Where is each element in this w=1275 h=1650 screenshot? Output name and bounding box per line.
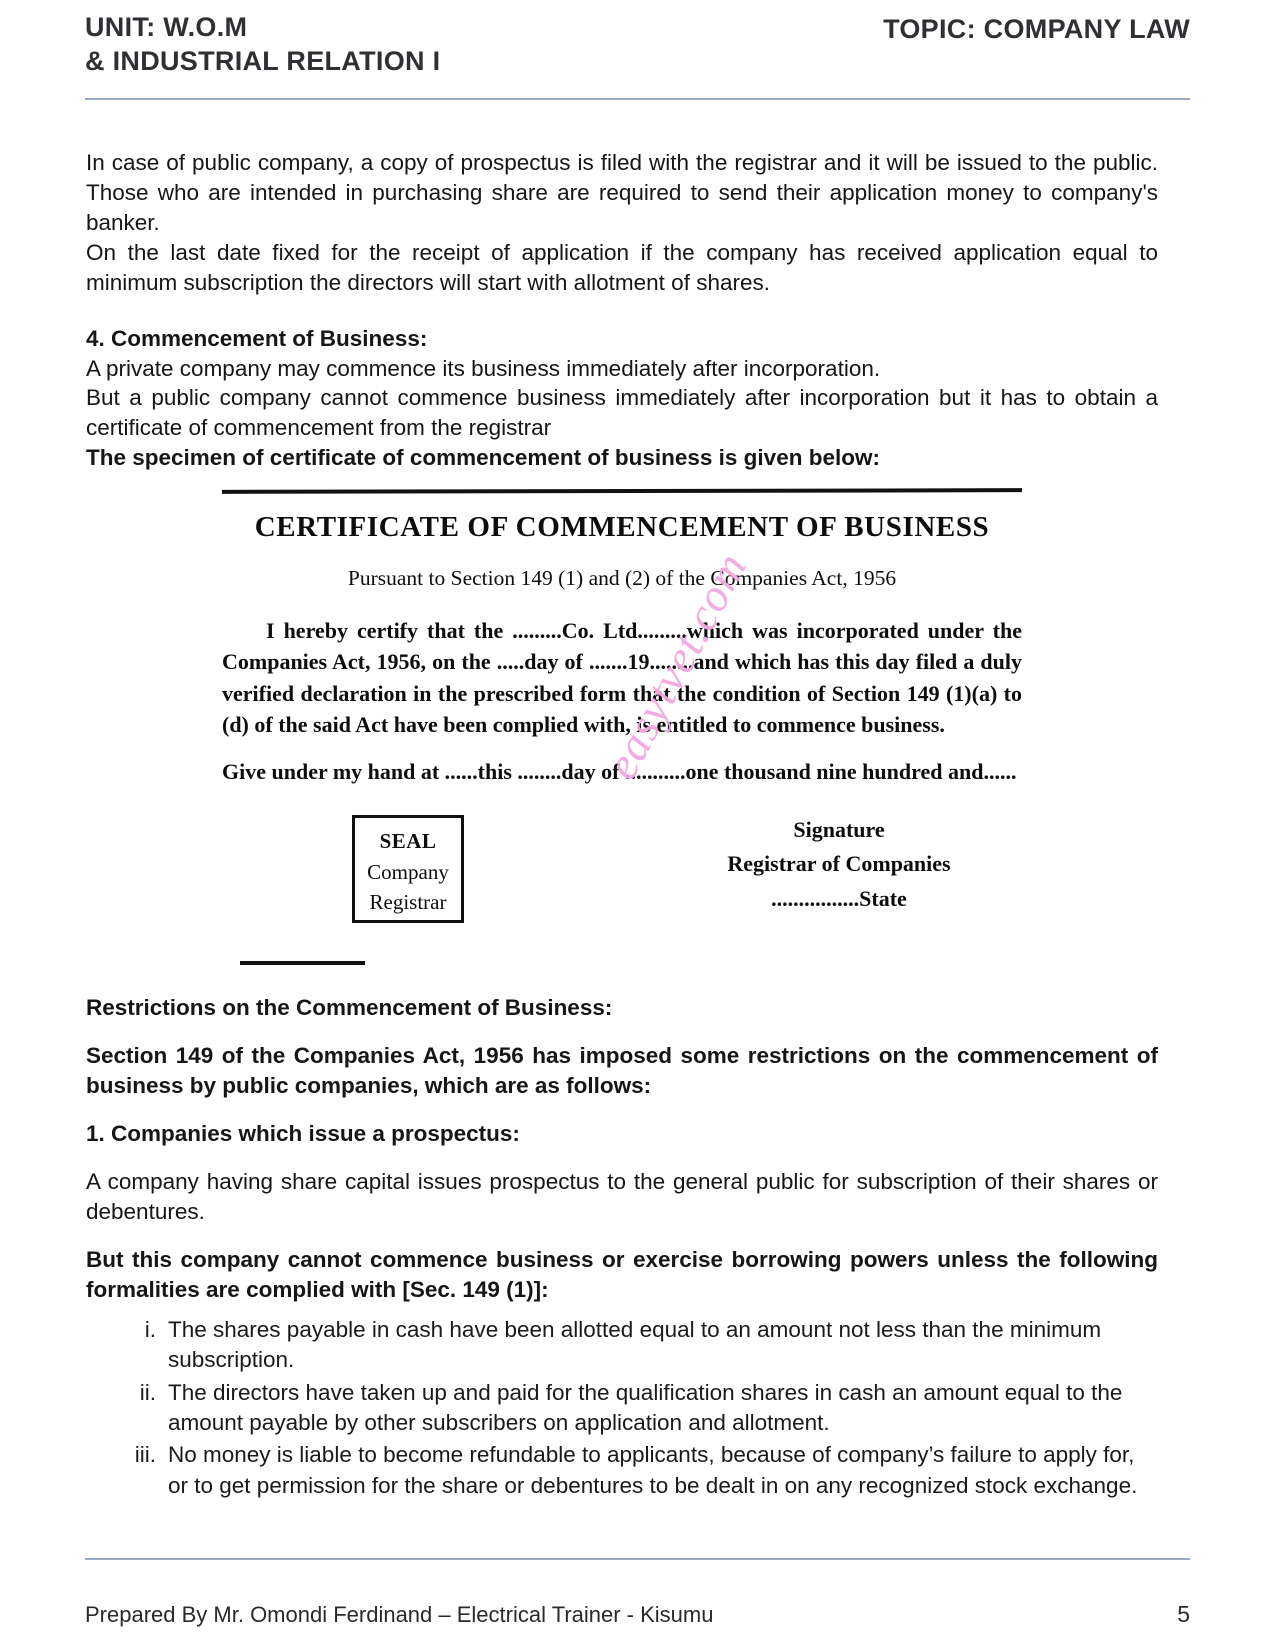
seal-registrar-label: Registrar (369, 890, 447, 915)
heading-commencement-of-business: 4. Commencement of Business: (86, 325, 428, 351)
paragraph-specimen-intro: The specimen of certificate of commencement of business is given below: (86, 445, 880, 471)
footer-prepared-by: Prepared By Mr. Omondi Ferdinand – Electrical Trainer - Kisumu (85, 1602, 714, 1628)
paragraph-share-capital: A company having share capital issues prospectus to the general public for subscription of their shares or debentures. (86, 1169, 1158, 1224)
certificate-seal-box (352, 815, 464, 923)
certificate-title: CERTIFICATE OF COMMENCEMENT OF BUSINESS (254, 511, 990, 544)
paragraph-public-company-certificate: But a public company cannot commence business immediately after incorporation but it has to obtain a certificate of commencement from the registrar (86, 385, 1158, 441)
paragraph-formalities: But this company cannot commence business or exercise borrowing powers unless the following formalities are complied with [Sec. 149 (1)]: (86, 1246, 1158, 1302)
seal-company-label: Company (367, 859, 449, 884)
heading-companies-issue-prospectus: 1. Companies which issue a prospectus: (86, 1121, 520, 1147)
list-item-marker: ii. (139, 1379, 156, 1405)
list-item (86, 1440, 1158, 1501)
easytvet-watermark: easytvet.com (595, 544, 757, 788)
heading-restrictions: Restrictions on the Commencement of Business: (86, 995, 613, 1021)
state-label: ................State (771, 885, 907, 911)
certificate-body-text: I hereby certify that the .........Co. Ltd.........which was incorporated under the Companies Act, 1956, on the .....day of .......19........and which has this day filed a duly verified declaration in the prescribed form that the condition of Section 149 (1)(a) to (d) of the said Act have been complied with, is entitled to commence business. (222, 618, 1022, 737)
page-header (85, 10, 1190, 95)
certificate-bottom-rule (240, 961, 365, 965)
paragraph-section-149-restrictions: Section 149 of the Companies Act, 1956 has imposed some restrictions on the commencement of business by public companies, which are as follows: (86, 1043, 1158, 1099)
seal-label: SEAL (379, 829, 437, 854)
document-body (86, 148, 1158, 1503)
list-item-text: The shares payable in cash have been allotted equal to an amount not less than the minimum subscription. (168, 1316, 1102, 1373)
header-unit-block (85, 10, 440, 79)
list-item-marker: iii. (134, 1442, 156, 1468)
footer-divider (85, 1558, 1190, 1560)
certificate-body-paragraph (222, 615, 1022, 740)
header-unit-line2: & INDUSTRIAL RELATION I (85, 46, 441, 77)
footer-page-number: 5 (1177, 1600, 1190, 1627)
header-divider (85, 98, 1190, 100)
list-item-marker: i. (144, 1316, 156, 1342)
paragraph-private-company: A private company may commence its business immediately after incorporation. (86, 355, 881, 381)
list-item-text: No money is liable to become refundable to applicants, because of company’s failure to apply for, or to get permission for the share or debentures to be dealt in on any recognized stock exchange. (168, 1442, 1138, 1498)
list-item (86, 1315, 1158, 1376)
certificate-subtitle: Pursuant to Section 149 (1) and (2) of the Companies Act, 1956 (347, 566, 897, 591)
page-footer (85, 1599, 1190, 1630)
list-item (86, 1378, 1158, 1439)
registrar-of-companies-label: Registrar of Companies (727, 851, 951, 877)
certificate-give-paragraph (222, 756, 1022, 787)
certificate-signature-area (222, 803, 1022, 963)
certificate-give-text: Give under my hand at ......this ........day of ...........one thousand nine hundred and...... (222, 759, 1017, 785)
header-topic: TOPIC: COMPANY LAW (883, 14, 1190, 44)
certificate-signature-block (674, 813, 1004, 915)
paragraph-last-date: On the last date fixed for the receipt of application if the company has received application equal to minimum subscription the directors will start with allotment of shares. (86, 239, 1158, 295)
certificate-top-rule (222, 488, 1022, 494)
certificate-specimen-image (222, 489, 1022, 963)
signature-label: Signature (793, 817, 885, 843)
header-unit-line1: UNIT: W.O.M (85, 12, 248, 42)
formalities-list (86, 1315, 1158, 1501)
list-item-text: The directors have taken up and paid for the qualification shares in cash an amount equal to the amount payable by other subscribers on application and allotment. (168, 1379, 1123, 1435)
paragraph-public-company: In case of public company, a copy of prospectus is filed with the registrar and it will be issued to the public. Those who are intended in purchasing share are required to send their application money to company's banker. (86, 150, 1158, 235)
